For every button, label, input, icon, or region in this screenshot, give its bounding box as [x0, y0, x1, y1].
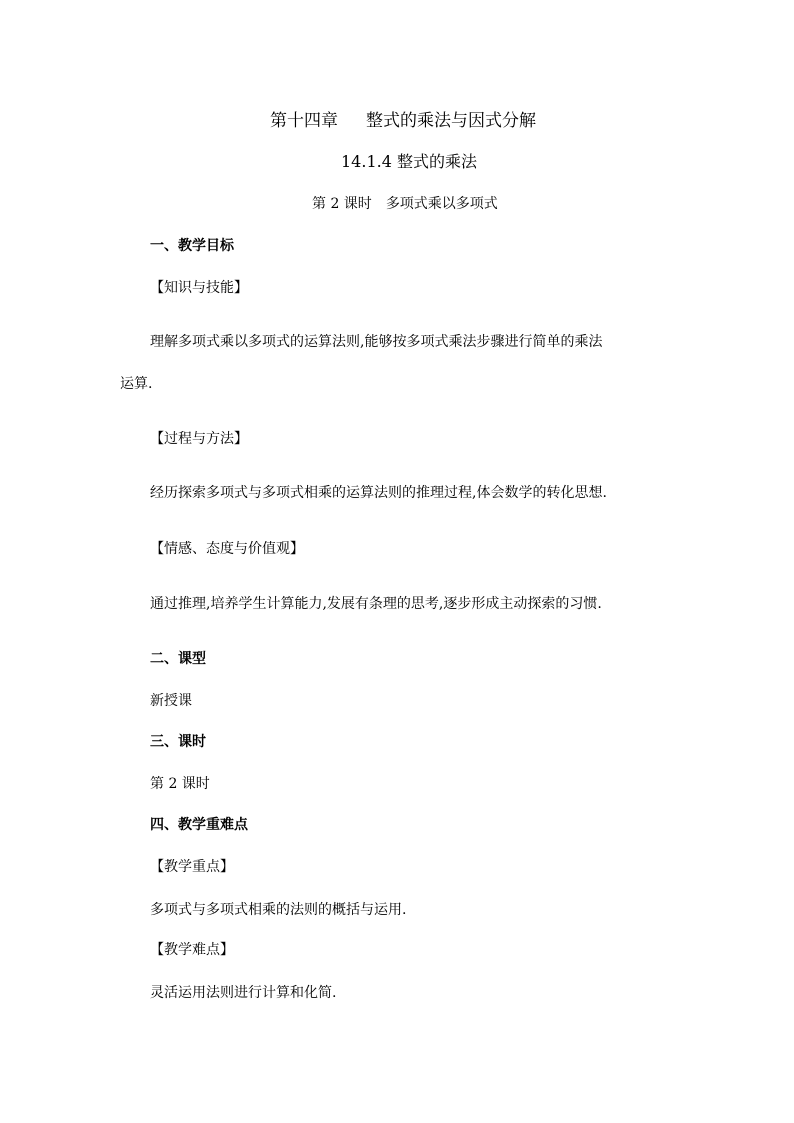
type-heading: 二、课型: [150, 651, 206, 667]
goals-heading: 一、教学目标: [150, 238, 234, 254]
keypoints-heading: 四、教学重难点: [150, 817, 248, 833]
section-title: 14.1.4 整式的乘法: [341, 152, 477, 171]
hours-heading: 三、课时: [150, 734, 206, 750]
difficulty-label: 【教学难点】: [150, 942, 234, 958]
knowledge-label: 【知识与技能】: [150, 280, 248, 296]
knowledge-text-line1: 理解多项式乘以多项式的运算法则,能够按多项式乘法步骤进行简单的乘法: [150, 334, 603, 350]
type-text: 新授课: [150, 693, 192, 709]
lesson-title: [312, 193, 498, 213]
process-text: 经历探索多项式与多项式相乘的运算法则的推理过程,体会数学的转化思想.: [150, 485, 607, 501]
hours-text: 第 2 课时: [150, 776, 210, 792]
emotion-label: 【情感、态度与价值观】: [150, 541, 304, 557]
lesson-topic: 多项式乘以多项式: [385, 196, 498, 212]
process-label: 【过程与方法】: [150, 431, 248, 447]
emotion-text: 通过推理,培养学生计算能力,发展有条理的思考,逐步形成主动探索的习惯.: [150, 596, 602, 612]
key-text: 多项式与多项式相乘的法则的概括与运用.: [150, 902, 407, 918]
key-label: 【教学重点】: [150, 859, 234, 875]
chapter-title: [270, 106, 536, 131]
chapter-number: 第十四章: [270, 111, 338, 131]
difficulty-text: 灵活运用法则进行计算和化简.: [150, 985, 337, 1001]
knowledge-text-line2: 运算.: [120, 376, 153, 392]
lesson-period: 第 2 课时: [312, 196, 372, 212]
chapter-name: 整式的乘法与因式分解: [366, 111, 536, 131]
